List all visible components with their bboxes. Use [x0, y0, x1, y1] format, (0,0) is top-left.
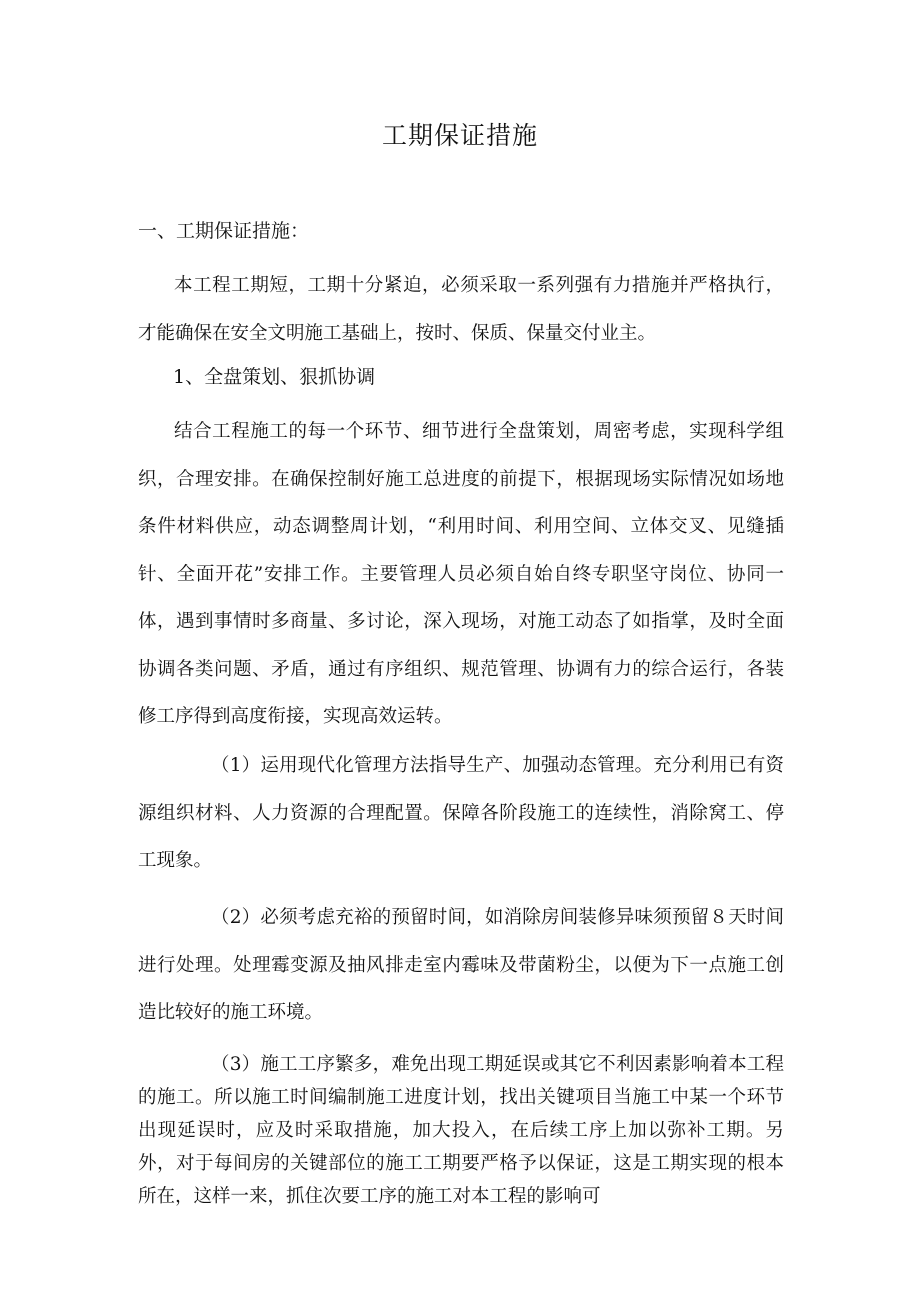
list-item-1: （1）运用现代化管理方法指导生产、加强动态管理。充分利用已有资源组织材料、人力资源的合理配置。保障各阶段施工的连续性，消除窝工、停工现象。: [138, 755, 784, 871]
list-item-2: （2）必须考虑充裕的预留时间，如消除房间装修异味须预留８天时间进行处理。处理霉变源及抽风排走室内霉味及带菌粉尘，以便为下一点施工创造比较好的施工环境。: [138, 907, 784, 1023]
list-item-3: （3）施工工序繁多，难免出现工期延误或其它不利因素影响着本工程的施工。所以施工时间编制施工进度计划，找出关键项目当施工中某一个环节出现延误时，应及时采取措施，加大投入，在后续工序上加以弥补工期。另外，对于每间房的关键部位的施工工期要严格予以保证，这是工期实现的根本所在，这样一来，抓住次要工序的施工对本工程的影响可: [138, 1054, 784, 1207]
page-title: 工期保证措施: [381, 121, 538, 150]
section-heading: 一、工期保证措施：: [138, 220, 310, 242]
subsection-heading: 1、全盘策划、狠抓协调: [173, 366, 376, 388]
body-paragraph: 结合工程施工的每一个环节、细节进行全盘策划，周密考虑，实现科学组织，合理安排。在确保控制好施工总进度的前提下，根据现场实际情况如场地条件材料供应，动态调整周计划，“利用时间、利用空间、立体交叉、见缝插针、全面开花”安排工作。主要管理人员必须自始自终专职坚守岗位、协同一体，遇到事情时多商量、多讨论，深入现场，对施工动态了如指掌，及时全面协调各类问题、矛盾，通过有序组织、规范管理、协调有力的综合运行，各装修工序得到高度衔接，实现高效运转。: [138, 421, 784, 727]
intro-paragraph: 本工程工期短，工期十分紧迫，必须采取一系列强有力措施并严格执行，才能确保在安全文明施工基础上，按时、保质、保量交付业主。: [138, 275, 784, 344]
